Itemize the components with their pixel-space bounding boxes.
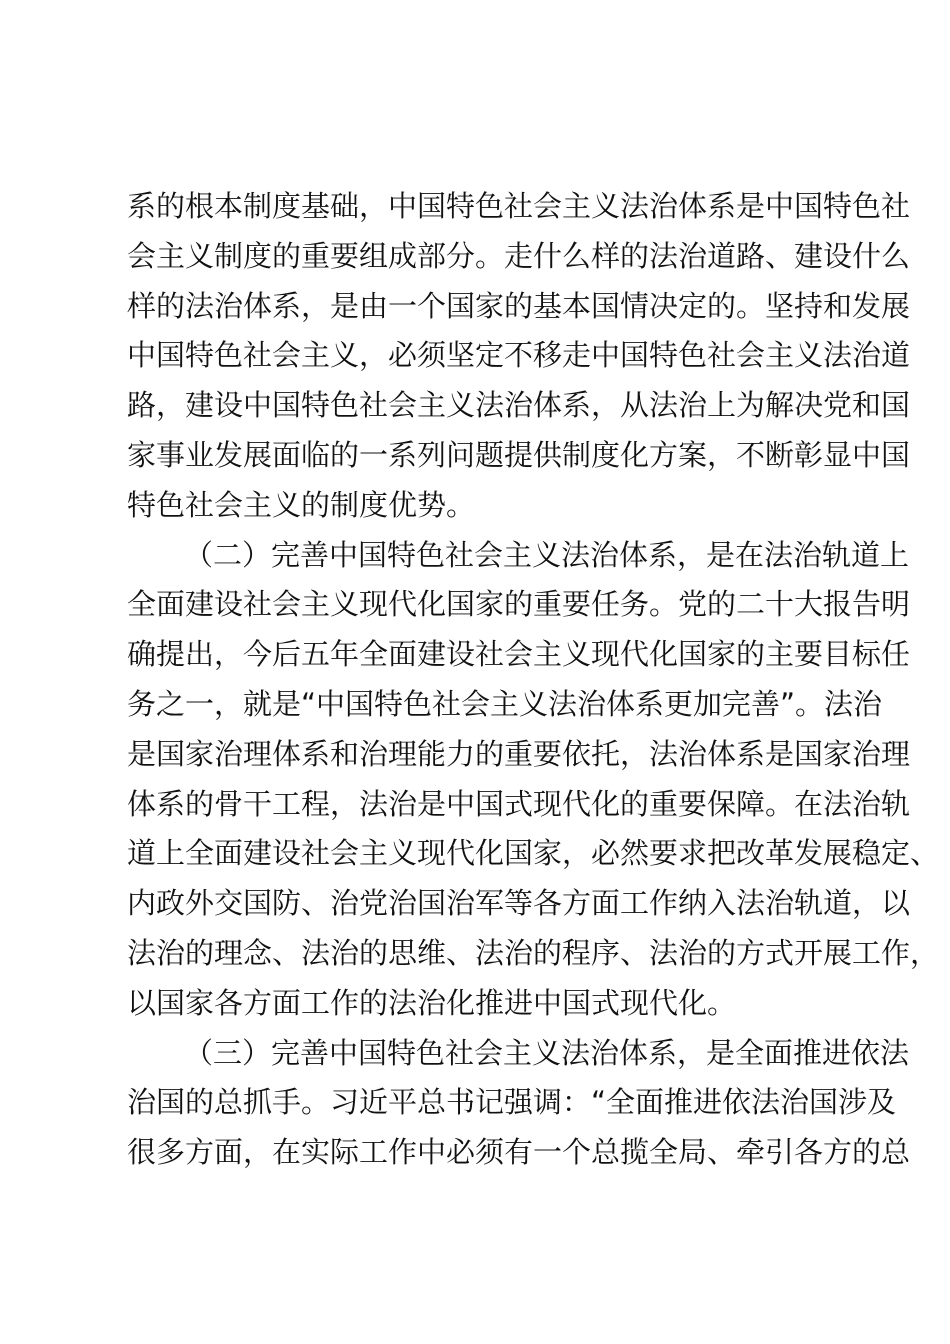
text-line: 会主义制度的重要组成部分。走什么样的法治道路、建设什么 (127, 238, 911, 273)
text-line: 以国家各方面工作的法治化推进中国式现代化。 (127, 985, 737, 1020)
text-line: 家事业发展面临的一系列问题提供制度化方案，不断彰显中国 (127, 437, 911, 472)
text-line: 中国特色社会主义，必须坚定不移走中国特色社会主义法治道 (127, 338, 911, 373)
text-line: 是国家治理体系和治理能力的重要依托，法治体系是国家治理 (127, 736, 911, 771)
paragraph-start-line: （三）完善中国特色社会主义法治体系，是全面推进依法 (184, 1035, 910, 1070)
paragraph-start-line: （二）完善中国特色社会主义法治体系，是在法治轨道上 (184, 537, 910, 572)
text-line: 治国的总抓手。习近平总书记强调：“全面推进依法治国涉及 (127, 1085, 897, 1120)
text-line: 样的法治体系，是由一个国家的基本国情决定的。坚持和发展 (127, 288, 911, 323)
text-line: 法治的理念、法治的思维、法治的程序、法治的方式开展工作， (127, 935, 940, 970)
text-line: 务之一，就是“中国特色社会主义法治体系更加完善”。法治 (127, 686, 883, 721)
text-line: 路，建设中国特色社会主义法治体系，从法治上为解决党和国 (127, 388, 911, 423)
text-line: 道上全面建设社会主义现代化国家，必然要求把改革发展稳定、 (127, 836, 940, 871)
text-line: 很多方面，在实际工作中必须有一个总揽全局、牵引各方的总 (127, 1135, 911, 1170)
text-line: 确提出，今后五年全面建设社会主义现代化国家的主要目标任 (127, 637, 911, 672)
text-line: 内政外交国防、治党治国治军等各方面工作纳入法治轨道，以 (127, 886, 911, 921)
text-line: 系的根本制度基础，中国特色社会主义法治体系是中国特色社 (127, 189, 911, 223)
text-line: 全面建设社会主义现代化国家的重要任务。党的二十大报告明 (127, 587, 911, 622)
text-line: 特色社会主义的制度优势。 (127, 487, 476, 522)
body-text (127, 182, 940, 1178)
text-line: 体系的骨干工程，法治是中国式现代化的重要保障。在法治轨 (127, 786, 911, 821)
